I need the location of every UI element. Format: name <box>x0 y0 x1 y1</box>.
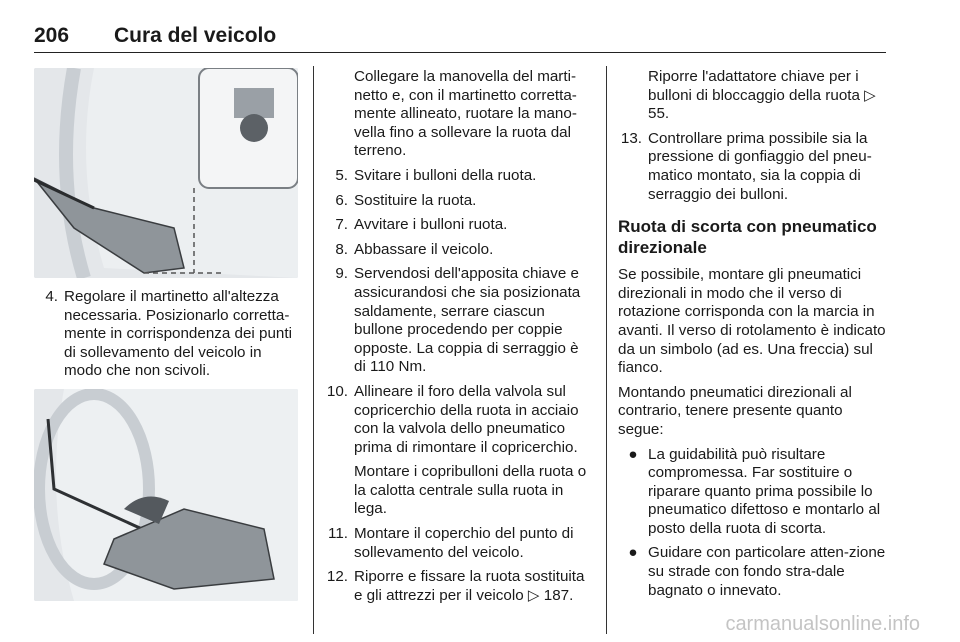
step-text: Montare il coperchio del punto di sollevamento del veicolo. <box>354 525 574 561</box>
step-number: 10. <box>326 382 348 400</box>
jack-crank-illustration <box>34 389 298 601</box>
step-4 <box>34 288 302 381</box>
step-number: 5. <box>335 166 348 184</box>
bullet-text: La guidabilità può risultare compromessa. Far sostituire o riparare quanto prima possibile lo pneumatico difettoso e montarlo al posto della ruota di scorta. <box>648 445 881 537</box>
column-divider <box>606 66 607 634</box>
jack-positioning-illustration <box>34 68 298 278</box>
step-8 <box>324 241 594 260</box>
column-right <box>618 68 888 606</box>
step-number: 6. <box>335 191 348 209</box>
paragraph: Se possibile, montare gli pneumatici direzionali in modo che il verso di rotazione corrisponda con la marcia in avanti. Il verso di rotolamento è indicato da un simbolo (ad es. Una freccia) sul fianco. <box>618 266 886 377</box>
section-title: Cura del veicolo <box>114 24 277 47</box>
step-text: Avvitare i bulloni ruota. <box>354 216 508 234</box>
bullet-item <box>618 544 888 600</box>
step-text: Servendosi dell'apposita chiave e assicurandosi che sia posizionata saldamente, serrare ciascun bullone procedendo per coppie opposte. La coppia di serraggio è di 110 Nm. <box>354 265 581 376</box>
step-12-continued: Riporre l'adattatore chiave per i bulloni di bloccaggio della ruota ▷ 55. <box>648 68 876 123</box>
step-9 <box>324 265 594 377</box>
step-13 <box>618 130 888 204</box>
step-number: 9. <box>335 265 348 283</box>
step-text: Regolare il martinetto all'altezza necessaria. Posizionarlo corretta-mente in corrispondenza dei punti di sollevamento del veicolo in modo che non scivoli. <box>64 288 292 380</box>
bullet-text: Guidare con particolare atten-zione su strade con fondo stra-dale bagnato o innevato. <box>648 544 886 599</box>
bullet-item <box>618 446 888 539</box>
step-6 <box>324 192 594 211</box>
step-text: Sostituire la ruota. <box>354 191 477 209</box>
paragraph: Montando pneumatici direzionali al contrario, tenere presente quanto segue: <box>618 383 852 438</box>
step-4-continued: Collegare la manovella del marti-netto e, con il martinetto corretta-mente allineato, ruotare la mano-vella fino a sollevare la ruota dal terreno. <box>354 68 577 160</box>
step-11 <box>324 525 594 562</box>
step-number: 13. <box>620 129 642 147</box>
step-5 <box>324 167 594 186</box>
bullet-icon: ● <box>628 445 638 463</box>
step-10-continued: Montare i copribulloni della ruota o la calotta centrale sulla ruota in lega. <box>354 463 587 518</box>
step-text: Abbassare il veicolo. <box>354 240 494 258</box>
step-10 <box>324 383 594 457</box>
bullet-icon: ● <box>628 544 638 562</box>
column-divider <box>313 66 314 634</box>
watermark: carmanualsonline.info <box>725 613 920 635</box>
column-middle <box>324 68 594 611</box>
step-number: 12. <box>326 568 348 586</box>
page-header <box>34 24 886 53</box>
step-text: Controllare prima possibile sia la pressione di gonfiaggio del pneu-matico montato, sia la coppia di serraggio dei bulloni. <box>648 129 872 203</box>
step-number: 8. <box>335 240 348 258</box>
step-7 <box>324 216 594 235</box>
step-number: 11. <box>328 525 348 543</box>
column-left <box>34 68 302 601</box>
step-12 <box>324 568 594 605</box>
step-number: 7. <box>335 216 348 234</box>
step-text: Svitare i bulloni della ruota. <box>354 166 537 184</box>
page-number: 206 <box>34 24 70 47</box>
step-number: 4. <box>45 288 58 305</box>
step-text: Riporre e fissare la ruota sostituita e gli attrezzi per il veicolo ▷ 187. <box>354 568 585 604</box>
step-text: Allineare il foro della valvola sul copricerchio della ruota in acciaio con la valvola dello pneumatico prima di rimontare il copricerchio. <box>354 382 579 456</box>
section-heading: Ruota di scorta con pneumatico direzionale <box>618 217 877 258</box>
